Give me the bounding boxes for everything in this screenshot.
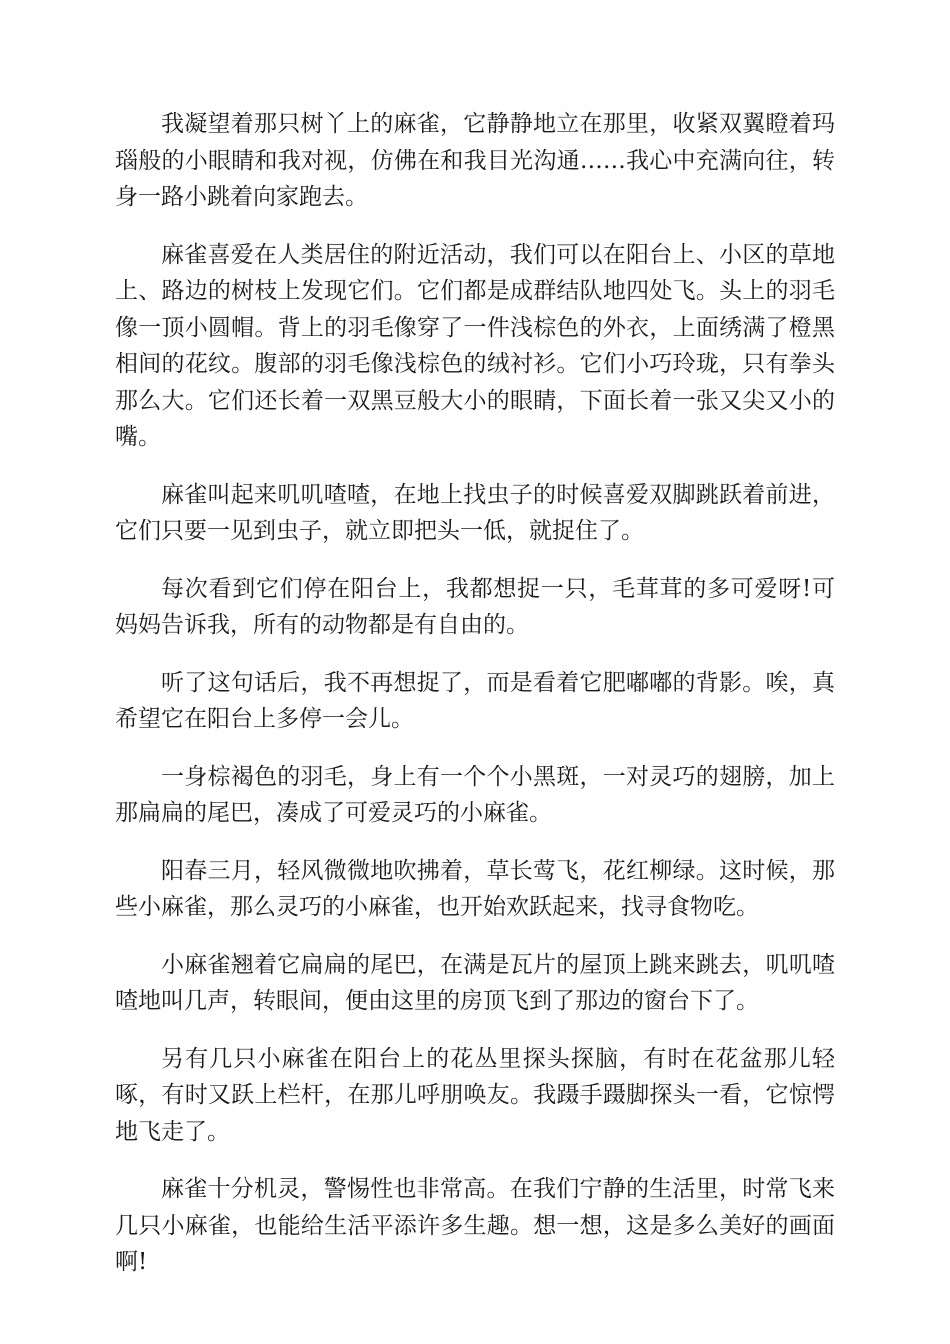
document-body xyxy=(115,106,835,1302)
paragraph-3: 麻雀叫起来叽叽喳喳，在地上找虫子的时候喜爱双脚跳跃着前进，它们只要一见到虫子，就立即把头一低，就捉住了。 xyxy=(115,481,835,544)
paragraph-5: 听了这句话后，我不再想捉了，而是看着它肥嘟嘟的背影。唉，真希望它在阳台上多停一会儿。 xyxy=(115,669,835,732)
paragraph-8: 小麻雀翘着它扁扁的尾巴，在满是瓦片的屋顶上跳来跳去，叽叽喳喳地叫几声，转眼间，便由这里的房顶飞到了那边的窗台下了。 xyxy=(115,951,835,1014)
paragraph-2: 麻雀喜爱在人类居住的附近活动，我们可以在阳台上、小区的草地上、路边的树枝上发现它们。它们都是成群结队地四处飞。头上的羽毛像一顶小圆帽。背上的羽毛像穿了一件浅棕色的外衣，上面绣满了橙黑相间的花纹。腹部的羽毛像浅棕色的绒衬衫。它们小巧玲珑，只有拳头那么大。它们还长着一双黑豆般大小的眼睛，下面长着一张又尖又小的嘴。 xyxy=(115,241,835,450)
paragraph-4: 每次看到它们停在阳台上，我都想捉一只，毛茸茸的多可爱呀!可妈妈告诉我，所有的动物都是有自由的。 xyxy=(115,575,835,638)
paragraph-9: 另有几只小麻雀在阳台上的花丛里探头探脑，有时在花盆那儿轻啄，有时又跃上栏杆，在那儿呼朋唤友。我蹑手蹑脚探头一看，它惊愕地飞走了。 xyxy=(115,1045,835,1145)
paragraph-6: 一身棕褐色的羽毛，身上有一个个小黑斑，一对灵巧的翅膀，加上那扁扁的尾巴，凑成了可爱灵巧的小麻雀。 xyxy=(115,763,835,826)
paragraph-1: 我凝望着那只树丫上的麻雀，它静静地立在那里，收紧双翼瞪着玛瑙般的小眼睛和我对视，仿佛在和我目光沟通……我心中充满向往，转身一路小跳着向家跑去。 xyxy=(115,111,835,210)
paragraph-7: 阳春三月，轻风微微地吹拂着，草长莺飞，花红柳绿。这时候，那些小麻雀，那么灵巧的小麻雀，也开始欢跃起来，找寻食物吃。 xyxy=(115,857,835,920)
paragraph-10: 麻雀十分机灵，警惕性也非常高。在我们宁静的生活里，时常飞来几只小麻雀，也能给生活平添许多生趣。想一想，这是多么美好的画面啊! xyxy=(115,1176,835,1275)
